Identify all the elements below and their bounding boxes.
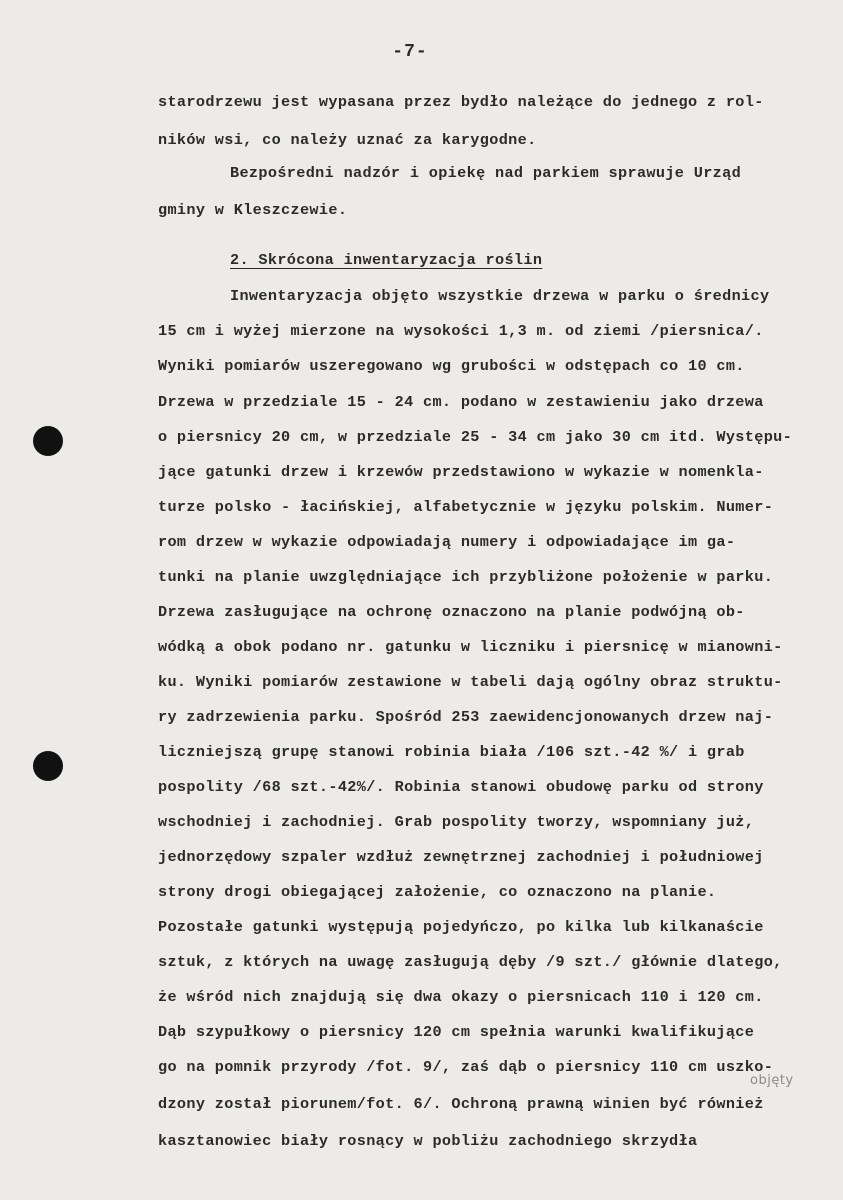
text-line: pospolity /68 szt.-42%/. Robinia stanowi obudowę parku od strony bbox=[158, 778, 764, 796]
text-line: wódką a obok podano nr. gatunku w liczniku i piersnicę w mianowni- bbox=[158, 638, 783, 656]
text-line: Inwentaryzacja objęto wszystkie drzewa w parku o średnicy bbox=[230, 287, 770, 305]
text-line: o piersnicy 20 cm, w przedziale 25 - 34 cm jako 30 cm itd. Występu- bbox=[158, 428, 793, 446]
text-line: go na pomnik przyrody /fot. 9/, zaś dąb o piersnicy 110 cm uszko- bbox=[158, 1058, 774, 1076]
text-line: Dąb szypułkowy o piersnicy 120 cm spełnia warunki kwalifikujące bbox=[158, 1023, 755, 1041]
text-line: Drzewa w przedziale 15 - 24 cm. podano w zestawieniu jako drzewa bbox=[158, 393, 764, 411]
section-heading: 2. Skrócona inwentaryzacja roślin bbox=[230, 251, 543, 269]
text-line: że wśród nich znajdują się dwa okazy o piersnicach 110 i 120 cm. bbox=[158, 988, 764, 1006]
page-number: -7- bbox=[392, 42, 428, 62]
text-line: gminy w Kleszczewie. bbox=[158, 201, 348, 219]
text-line: Pozostałe gatunki występują pojedyńczo, po kilka lub kilkanaście bbox=[158, 918, 764, 936]
margin-pencil-note: objęty bbox=[750, 1073, 794, 1088]
text-line: kasztanowiec biały rosnący w pobliżu zachodniego skrzydła bbox=[158, 1132, 698, 1150]
text-line: ry zadrzewienia parku. Spośród 253 zaewidencjonowanych drzew naj- bbox=[158, 708, 774, 726]
text-line: wschodniej i zachodniej. Grab pospolity tworzy, wspomniany już, bbox=[158, 813, 755, 831]
text-line: Wyniki pomiarów uszeregowano wg grubości w odstępach co 10 cm. bbox=[158, 357, 745, 375]
punch-hole-icon bbox=[33, 751, 63, 781]
text-line: starodrzewu jest wypasana przez bydło należące do jednego z rol- bbox=[158, 93, 764, 111]
text-line: ników wsi, co należy uznać za karygodne. bbox=[158, 131, 537, 149]
text-line: jednorzędowy szpaler wzdłuż zewnętrznej zachodniej i południowej bbox=[158, 848, 764, 866]
text-line: ku. Wyniki pomiarów zestawione w tabeli dają ogólny obraz struktu- bbox=[158, 673, 783, 691]
text-line: jące gatunki drzew i krzewów przedstawiono w wykazie w nomenkla- bbox=[158, 463, 764, 481]
text-line: Bezpośredni nadzór i opiekę nad parkiem sprawuje Urząd bbox=[230, 164, 742, 182]
text-line: turze polsko - łacińskiej, alfabetycznie w języku polskim. Numer- bbox=[158, 498, 774, 516]
punch-hole-icon bbox=[33, 426, 63, 456]
text-line: sztuk, z których na uwagę zasługują dęby /9 szt./ głównie dlatego, bbox=[158, 953, 783, 971]
text-line: strony drogi obiegającej założenie, co oznaczono na planie. bbox=[158, 883, 717, 901]
text-line: dzony został piorunem/fot. 6/. Ochroną prawną winien być również bbox=[158, 1095, 764, 1113]
text-line: rom drzew w wykazie odpowiadają numery i odpowiadające im ga- bbox=[158, 533, 736, 551]
text-line: Drzewa zasługujące na ochronę oznaczono na planie podwójną ob- bbox=[158, 603, 745, 621]
text-line: liczniejszą grupę stanowi robinia biała /106 szt.-42 %/ i grab bbox=[158, 743, 745, 761]
text-line: tunki na planie uwzględniające ich przybliżone położenie w parku. bbox=[158, 568, 774, 586]
text-line: 15 cm i wyżej mierzone na wysokości 1,3 m. od ziemi /piersnica/. bbox=[158, 322, 764, 340]
